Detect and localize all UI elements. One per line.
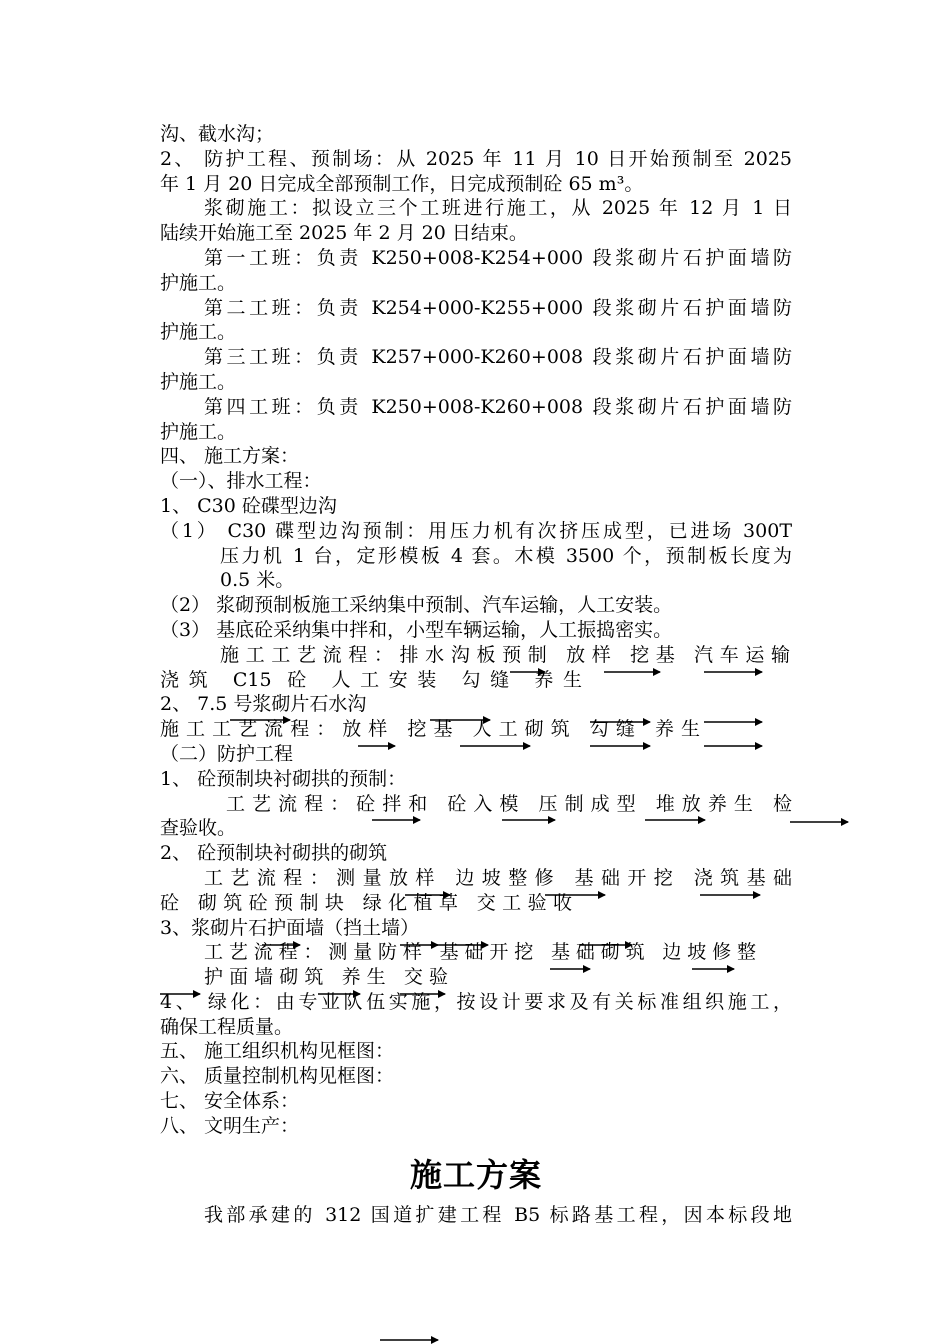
section-heading: 四、 施工方案： (160, 445, 300, 468)
flow-line: 工艺流程：砼拌和 砼入模 压制成型 堆放养生 检 (226, 792, 792, 815)
text-line: 护施工。 (160, 420, 237, 443)
text-line: 第一工班：负责 K250+008-K254+000 段浆砌片石护面墙防 (204, 246, 792, 269)
text-line: 护施工。 (160, 271, 237, 294)
section-heading: 2、 7.5 号浆砌片石水沟 (160, 693, 367, 716)
flow-line: 工艺流程：测量防样 基础开挖 基础砌筑 边坡修整 (204, 941, 756, 964)
text-line: 第二工班：负责 K254+000-K255+000 段浆砌片石护面墙防 (204, 296, 792, 319)
text-line: （2） 浆砌预制板施工采纳集中预制、汽车运输，人工安装。 (160, 594, 673, 617)
text-line: （1） C30 碟型边沟预制：用压力机有次挤压成型，已进场 300T (160, 519, 792, 542)
section-heading: 八、 文明生产： (160, 1114, 300, 1137)
flow-line: 砼 砌筑砼预制块 绿化植草 交工验收 (160, 891, 572, 914)
text-line: 压力机 1 台，定形模板 4 套。木模 3500 个，预制板长度为 (220, 544, 792, 567)
text-line: 4、 绿化：由专业队伍实施，按设计要求及有关标准组织施工， (160, 990, 792, 1013)
section-heading: （一）、排水工程： (160, 470, 322, 493)
section-heading: 2、 砼预制块衬砌拱的砌筑 (160, 842, 388, 865)
flow-line: 工艺流程：测量放样 边坡整修 基础开挖 浇筑基础 (204, 866, 792, 889)
text-line: 我部承建的 312 国道扩建工程 B5 标路基工程，因本标段地 (204, 1203, 792, 1226)
flow-line: 施工工艺流程：放样 挖基 人工砌筑 勾缝 养生 (160, 718, 700, 741)
flow-line: 浇筑 C15 砼 人工安装 勾缝 养生 (160, 668, 582, 691)
text-line: 查验收。 (160, 817, 237, 840)
text-line: 陆续开始施工至 2025 年 2 月 20 日结束。 (160, 222, 528, 245)
section-heading: 3、浆砌片石护面墙（挡土墙） (160, 916, 420, 939)
section-heading: 1、 C30 砼碟型边沟 (160, 494, 337, 517)
text-line: 沟、截水沟； (160, 123, 275, 145)
section-heading: 七、 安全体系： (160, 1090, 300, 1113)
section-heading: 六、 质量控制机构见框图： (160, 1065, 395, 1088)
section-heading: 五、 施工组织机构见框图： (160, 1040, 395, 1063)
text-line: （3） 基底砼采纳集中拌和，小型车辆运输，人工振捣密实。 (160, 618, 673, 641)
text-line: 第四工班：负责 K250+008-K260+008 段浆砌片石护面墙防 (204, 395, 792, 418)
section-heading: 1、 砼预制块衬砌拱的预制： (160, 767, 407, 790)
text-line: 护施工。 (160, 370, 237, 393)
document-body (160, 122, 792, 1227)
page-title: 施工方案 (409, 1155, 542, 1194)
text-line: 护施工。 (160, 321, 237, 344)
text-line: 浆砌施工：拟设立三个工班进行施工，从 2025 年 12 月 1 日 (204, 197, 792, 220)
text-line: 2、 防护工程、预制场：从 2025 年 11 月 10 日开始预制至 2025 (160, 147, 792, 170)
text-line: 确保工程质量。 (160, 1015, 294, 1038)
flow-line: 护面墙砌筑 养生 交验 (204, 966, 448, 989)
section-heading: （二）防护工程 (160, 742, 294, 765)
flow-line: 施工工艺流程：排水沟板预制 放样 挖基 汽车运输 (220, 643, 790, 666)
text-line: 第三工班：负责 K257+000-K260+008 段浆砌片石护面墙防 (204, 346, 792, 369)
text-line: 年 1 月 20 日完成全部预制工作，日完成预制砼 65 m³。 (160, 172, 644, 195)
text-line: 0.5 米。 (220, 569, 295, 592)
